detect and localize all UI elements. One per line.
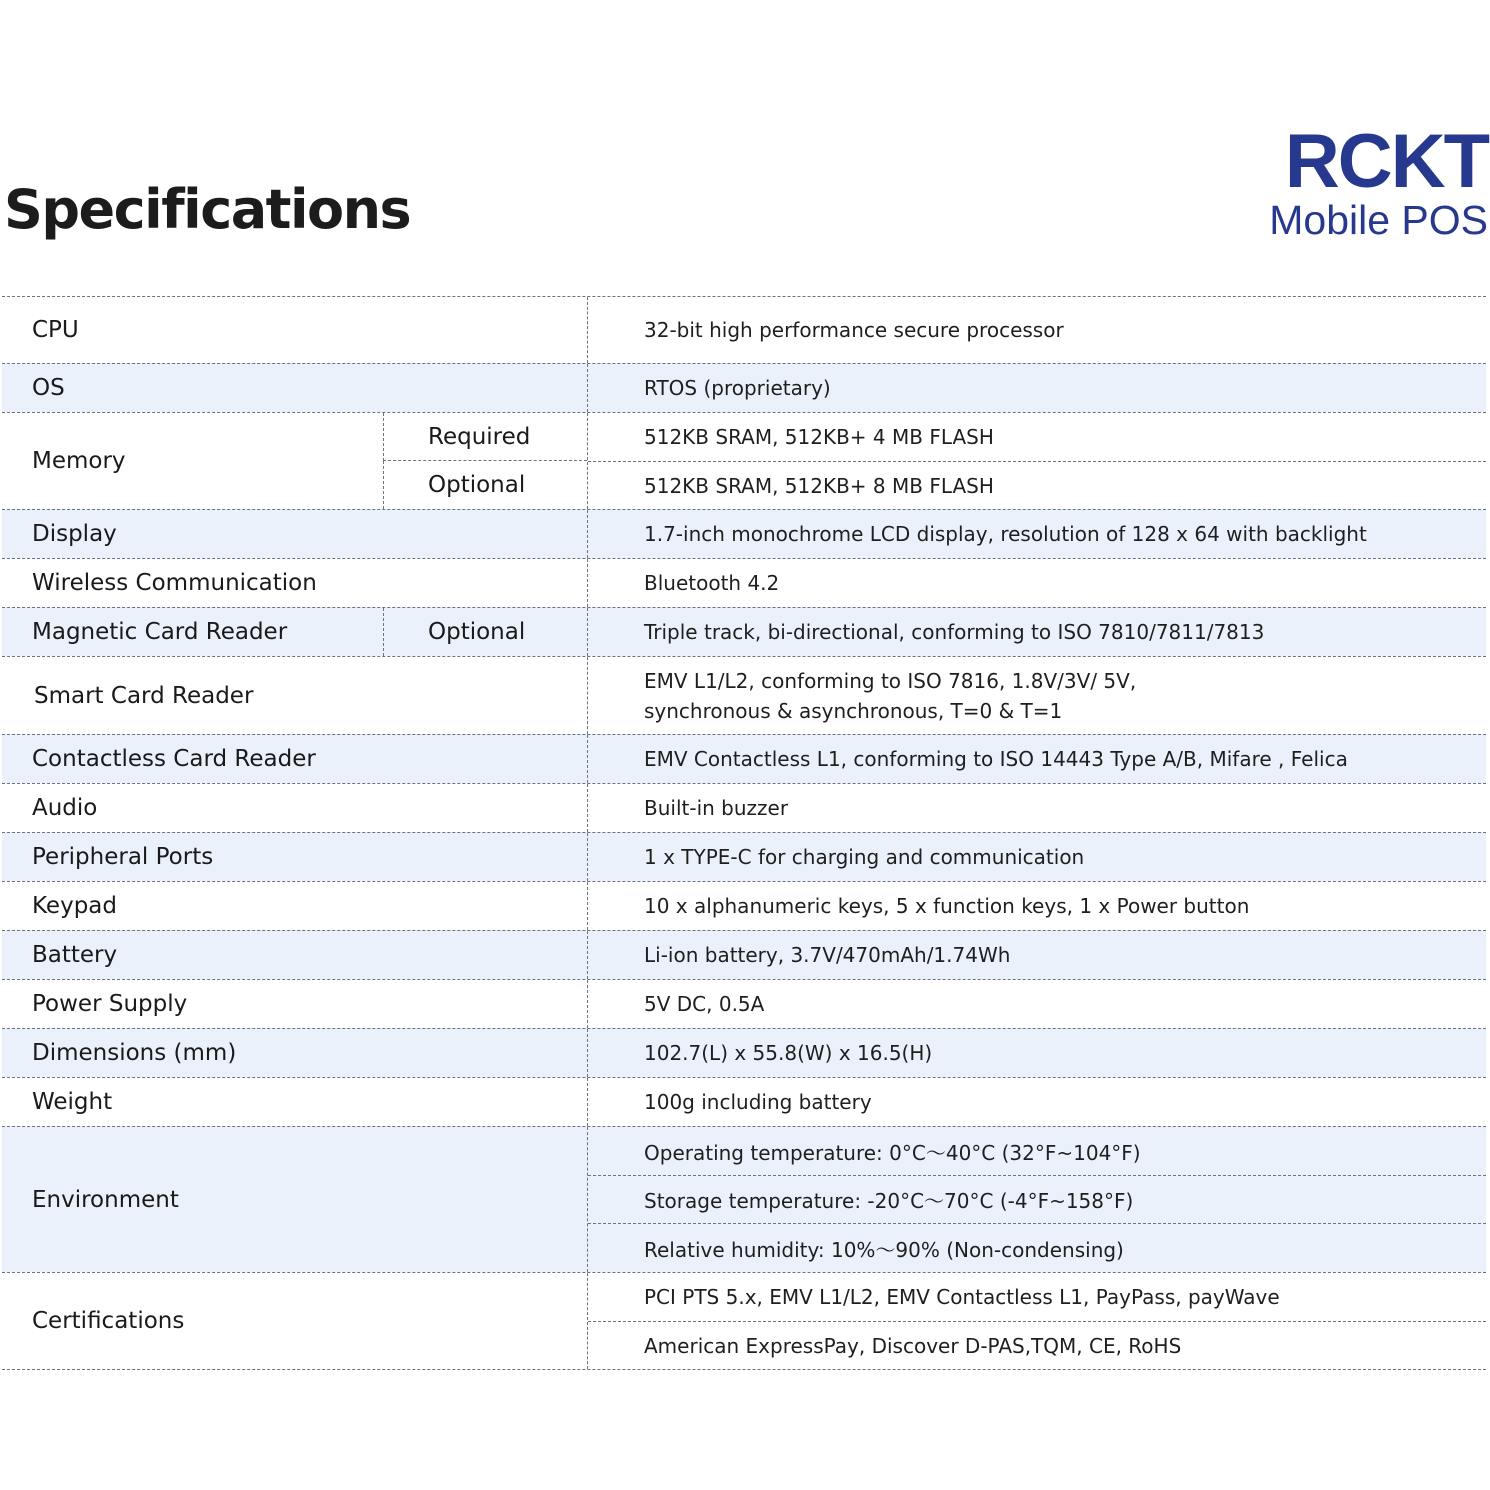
brand-name: RCKT (1284, 119, 1488, 204)
page-title: Specifications (4, 178, 411, 241)
spec-row-smart-card (2, 656, 1486, 734)
spec-label: Audio (32, 795, 98, 821)
spec-value-storage-temp: Storage temperature: -20°C～70°C (-4°F~158°F) (588, 1175, 1486, 1223)
spec-label: Battery (32, 942, 118, 968)
brand-logo (1269, 119, 1488, 243)
spec-sublabel-optional: Optional (428, 619, 526, 645)
spec-label: OS (32, 375, 65, 401)
spec-value: Li-ion battery, 3.7V/470mAh/1.74Wh (644, 943, 1011, 967)
spec-row-environment (2, 1126, 1486, 1272)
spec-value-required: 512KB SRAM, 512KB+ 4 MB FLASH (644, 425, 994, 449)
spec-label: Wireless Communication (32, 570, 317, 596)
spec-value: 1 x TYPE-C for charging and communication (644, 845, 1085, 869)
spec-label: Contactless Card Reader (32, 746, 316, 772)
spec-value: 1.7-inch monochrome LCD display, resolution of 128 x 64 with backlight (644, 522, 1367, 546)
spec-row-battery (2, 930, 1486, 979)
spec-value-operating-temp: Operating temperature: 0°C～40°C (32°F~104°F) (644, 1140, 1141, 1165)
spec-label: Memory (32, 448, 126, 474)
spec-row-audio (2, 783, 1486, 832)
spec-row-weight (2, 1077, 1486, 1126)
spec-label: Magnetic Card Reader (32, 619, 288, 645)
spec-label: Peripheral Ports (32, 844, 214, 870)
spec-label: Display (32, 521, 117, 547)
spec-value: RTOS (proprietary) (644, 376, 831, 400)
spec-row-cpu (2, 296, 1486, 363)
spec-row-certifications (2, 1272, 1486, 1370)
spec-row-wireless (2, 558, 1486, 607)
spec-value: 10 x alphanumeric keys, 5 x function keys, 1 x Power button (644, 894, 1250, 918)
spec-row-ports (2, 832, 1486, 881)
spec-value: Triple track, bi-directional, conforming to ISO 7810/7811/7813 (644, 620, 1265, 644)
spec-row-os (2, 363, 1486, 412)
spec-value: Built-in buzzer (644, 796, 789, 820)
spec-label: Power Supply (32, 991, 188, 1017)
spec-row-keypad (2, 881, 1486, 930)
spec-value: 5V DC, 0.5A (644, 992, 765, 1016)
spec-label: CPU (32, 317, 79, 343)
spec-sublabel-required: Required (428, 423, 531, 450)
spec-value: Bluetooth 4.2 (644, 571, 780, 595)
spec-row-dimensions (2, 1028, 1486, 1077)
spec-row-display (2, 509, 1486, 558)
spec-table (2, 296, 1486, 1370)
spec-label: Environment (32, 1186, 179, 1213)
spec-value-cert-line1: PCI PTS 5.x, EMV L1/L2, EMV Contactless L1, PayPass, payWave (644, 1285, 1280, 1309)
spec-label: Keypad (32, 893, 117, 919)
spec-row-contactless (2, 734, 1486, 783)
spec-label: Smart Card Reader (34, 682, 254, 709)
spec-value: 32-bit high performance secure processor (644, 318, 1064, 342)
spec-label: Certifications (32, 1308, 185, 1334)
spec-value-humidity: Relative humidity: 10%～90% (Non-condensing) (588, 1223, 1486, 1272)
spec-value-cert-line2: American ExpressPay, Discover D-PAS,TQM, CE, RoHS (588, 1321, 1486, 1369)
spec-value: EMV Contactless L1, conforming to ISO 14443 Type A/B, Mifare , Felica (644, 747, 1348, 771)
spec-sublabel-optional: Optional (428, 472, 526, 498)
spec-value-optional: 512KB SRAM, 512KB+ 8 MB FLASH (588, 461, 1486, 509)
spec-row-memory (2, 412, 1486, 509)
spec-row-power (2, 979, 1486, 1028)
spec-value-line2: synchronous & asynchronous, T=0 & T=1 (644, 698, 1063, 723)
spec-label: Dimensions (mm) (32, 1040, 237, 1066)
spec-value: 102.7(L) x 55.8(W) x 16.5(H) (644, 1041, 933, 1065)
spec-value-line1: EMV L1/L2, conforming to ISO 7816, 1.8V/3V/ 5V, (644, 668, 1137, 693)
spec-label: Weight (32, 1089, 113, 1115)
spec-value: 100g including battery (644, 1090, 872, 1114)
brand-subtitle: Mobile POS (1269, 197, 1488, 243)
spec-row-magnetic (2, 607, 1486, 656)
